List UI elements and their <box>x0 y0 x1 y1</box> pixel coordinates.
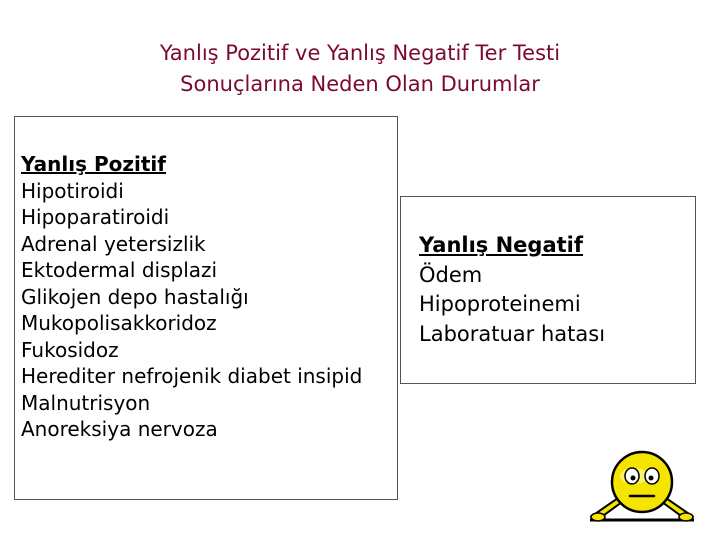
list-item: Ödem <box>419 262 483 287</box>
smiley-left-hand <box>591 513 605 521</box>
false-negative-heading: Yanlış Negatif <box>419 233 584 257</box>
slide-title <box>0 38 720 100</box>
list-item: Glikojen depo hastalığı <box>21 284 249 309</box>
list-item: Malnutrisyon <box>21 390 151 415</box>
list-item: Mukopolisakkoridoz <box>21 311 217 335</box>
false-positive-box <box>14 116 398 500</box>
list-item: Adrenal yetersizlik <box>21 231 206 256</box>
list-item: Anoreksiya nervoza <box>21 417 218 441</box>
list-item: Ektodermal displazi <box>21 258 218 282</box>
list-item: Hipoproteinemi <box>419 292 581 316</box>
list-item: Herediter nefrojenik diabet insipid <box>21 364 363 388</box>
slide-title-line-2: Sonuçlarına Neden Olan Durumlar <box>180 72 540 96</box>
false-negative-list <box>419 231 605 349</box>
smiley-right-hand <box>679 513 693 521</box>
list-item: Laboratuar hatası <box>419 321 606 346</box>
list-item: Hipotiroidi <box>21 178 124 203</box>
false-positive-list <box>21 151 362 443</box>
slide-title-line-1: Yanlış Pozitif ve Yanlış Negatif Ter Testi <box>159 41 561 65</box>
list-item: Hipoparatiroidi <box>21 205 170 229</box>
list-item: Fukosidoz <box>21 337 119 362</box>
false-negative-box <box>400 196 696 384</box>
false-positive-heading: Yanlış Pozitif <box>21 152 166 176</box>
smiley-face-icon <box>588 448 696 524</box>
